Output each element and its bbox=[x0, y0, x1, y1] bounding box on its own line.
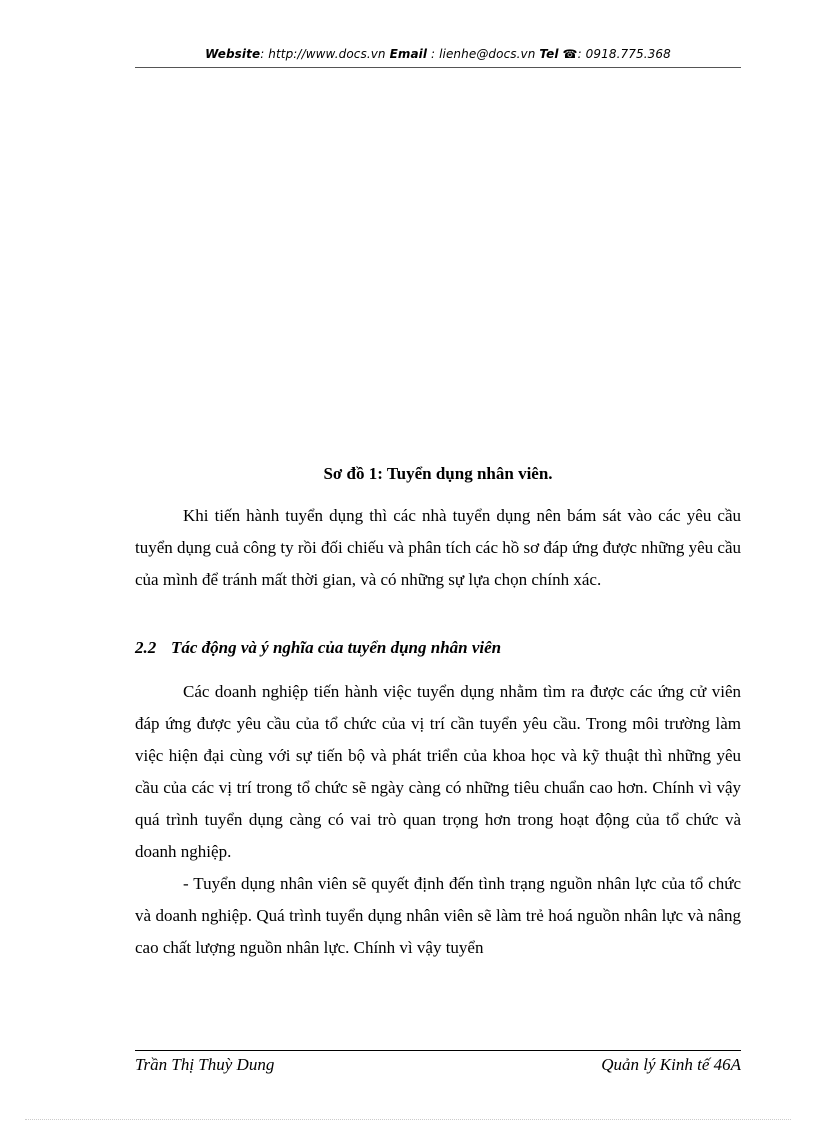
email-label: Email bbox=[389, 47, 428, 61]
phone-icon: ☎ bbox=[562, 47, 578, 61]
header-rule bbox=[135, 67, 741, 68]
paragraph-3: - Tuyển dụng nhân viên sẽ quyết định đến tình trạng nguồn nhân lực của tổ chức và doanh nghiệp. Quá trình tuyển dụng nhân viên sẽ làm trẻ hoá nguồn nhân lực và nâng cao chất lượng nguồn nhân lực. Chính vì vậy tuyển bbox=[135, 874, 741, 957]
paragraph-1: Khi tiến hành tuyển dụng thì các nhà tuyển dụng nên bám sát vào các yêu cầu tuyển dụng cuả công ty rồi đối chiếu và phân tích các hồ sơ đáp ứng được những yêu cầu của mình để tránh mất thời gian, và có những sự lựa chọn chính xác. bbox=[135, 506, 741, 589]
section-number: 2.2 bbox=[135, 638, 157, 657]
email-value: : lienhe@docs.vn bbox=[427, 47, 536, 61]
tel-label: Tel bbox=[539, 47, 559, 61]
footer-class: Quản lý Kinh tế 46A bbox=[601, 1055, 741, 1074]
paragraph-2: Các doanh nghiệp tiến hành việc tuyển dụng nhằm tìm ra được các ứng cử viên đáp ứng được yêu cầu của tổ chức của vị trí cần tuyển yêu cầu. Trong môi trường làm việc hiện đại cùng với sự tiến bộ và phát triển của khoa học và kỹ thuật thì những yêu cầu của các vị trí trong tổ chức sẽ ngày càng có những tiêu chuẩn cao hơn. Chính vì vậy quá trình tuyển dụng càng có vai trò quan trọng hơn trong hoạt động của tổ chức và doanh nghiệp. bbox=[135, 682, 741, 861]
tel-value: : 0918.775.368 bbox=[577, 47, 671, 61]
figure-caption: Sơ đồ 1: Tuyển dụng nhân viên. bbox=[323, 464, 553, 483]
page-bottom-border bbox=[25, 1119, 791, 1120]
website-label: Website bbox=[205, 47, 261, 61]
footer-rule bbox=[135, 1050, 741, 1051]
page-header bbox=[135, 47, 741, 61]
section-heading bbox=[135, 638, 741, 658]
page-footer bbox=[135, 1055, 741, 1075]
website-value: : http://www.docs.vn bbox=[260, 47, 386, 61]
footer-author: Trần Thị Thuỳ Dung bbox=[135, 1055, 275, 1074]
section-title: Tác động và ý nghĩa của tuyển dụng nhân viên bbox=[171, 638, 502, 657]
